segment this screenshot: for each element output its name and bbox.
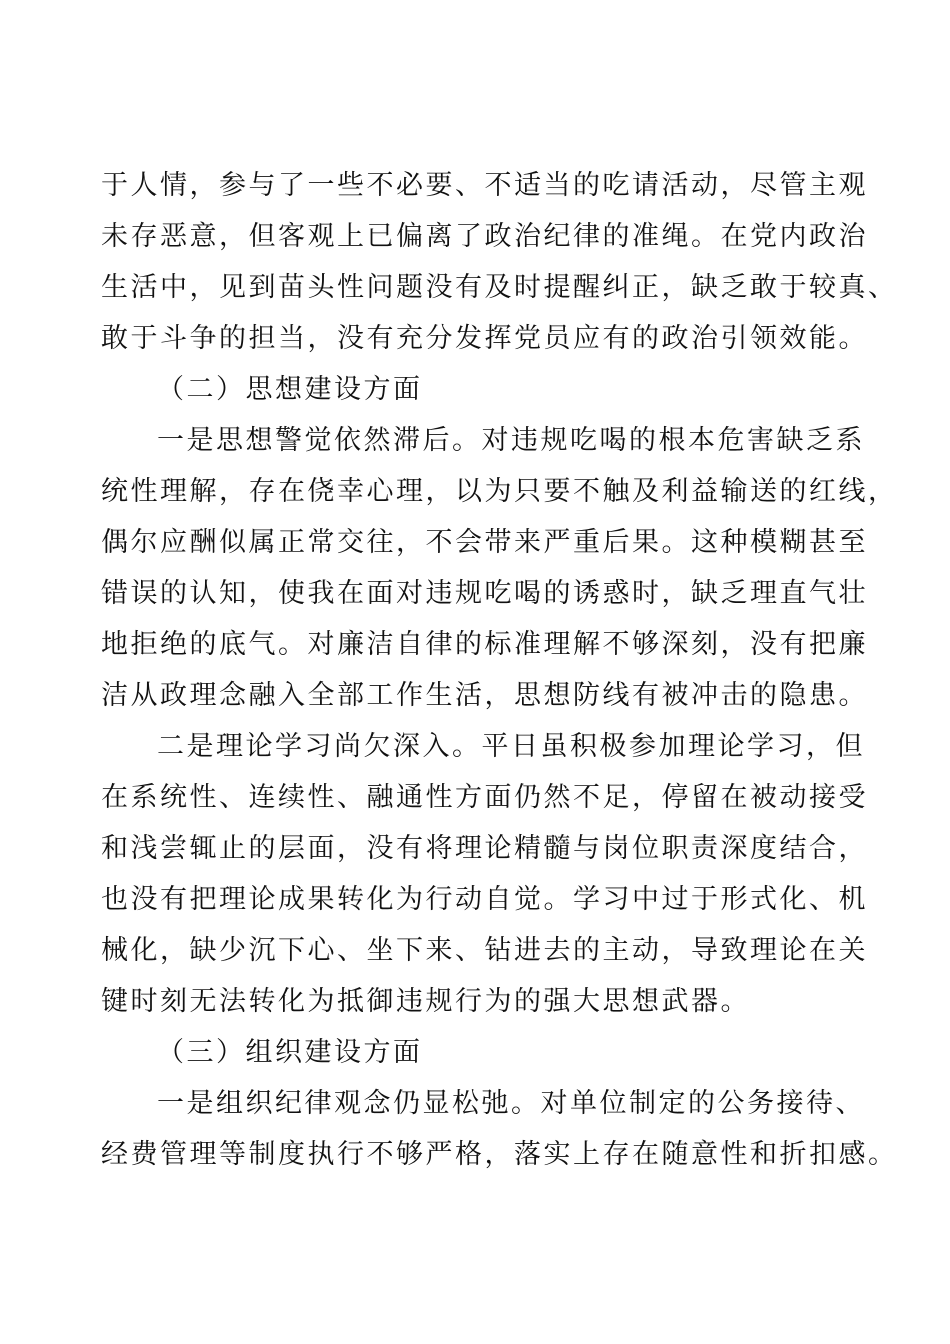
paragraph-line: 也没有把理论成果转化为行动自觉。学习中过于形式化、机 <box>101 884 868 915</box>
paragraph-line: 于人情，参与了一些不必要、不适当的吃请活动，尽管主观 <box>101 170 868 201</box>
paragraph-line: 械化，缺少沉下心、坐下来、钻进去的主动，导致理论在关 <box>101 935 868 966</box>
paragraph-line: 未存恶意，但客观上已偏离了政治纪律的准绳。在党内政治 <box>101 221 868 252</box>
paragraph-line: 在系统性、连续性、融通性方面仍然不足，停留在被动接受 <box>101 782 868 813</box>
paragraph-line: 一是组织纪律观念仍显松弛。对单位制定的公务接待、 <box>157 1088 865 1119</box>
paragraph-line: 和浅尝辄止的层面，没有将理论精髓与岗位职责深度结合， <box>101 833 868 864</box>
paragraph-line: 统性理解，存在侥幸心理，以为只要不触及利益输送的红线， <box>101 476 898 507</box>
section-heading-organization: （三）组织建设方面 <box>157 1037 423 1068</box>
paragraph-line: 键时刻无法转化为抵御违规行为的强大思想武器。 <box>101 986 750 1017</box>
paragraph-line: 生活中，见到苗头性问题没有及时提醒纠正，缺乏敢于较真、 <box>101 272 898 303</box>
paragraph-line: 敢于斗争的担当，没有充分发挥党员应有的政治引领效能。 <box>101 323 868 354</box>
paragraph-line: 错误的认知，使我在面对违规吃喝的诱惑时，缺乏理直气壮 <box>101 578 868 609</box>
paragraph-line: 经费管理等制度执行不够严格，落实上存在随意性和折扣感。 <box>101 1139 898 1170</box>
paragraph-line: 地拒绝的底气。对廉洁自律的标准理解不够深刻，没有把廉 <box>101 629 868 660</box>
paragraph-line: 一是思想警觉依然滞后。对违规吃喝的根本危害缺乏系 <box>157 425 865 456</box>
paragraph-line: 偶尔应酬似属正常交往，不会带来严重后果。这种模糊甚至 <box>101 527 868 558</box>
paragraph-line: 二是理论学习尚欠深入。平日虽积极参加理论学习，但 <box>157 731 865 762</box>
paragraph-line: 洁从政理念融入全部工作生活，思想防线有被冲击的隐患。 <box>101 680 868 711</box>
document-page <box>101 160 898 1180</box>
section-heading-ideology: （二）思想建设方面 <box>157 374 423 405</box>
